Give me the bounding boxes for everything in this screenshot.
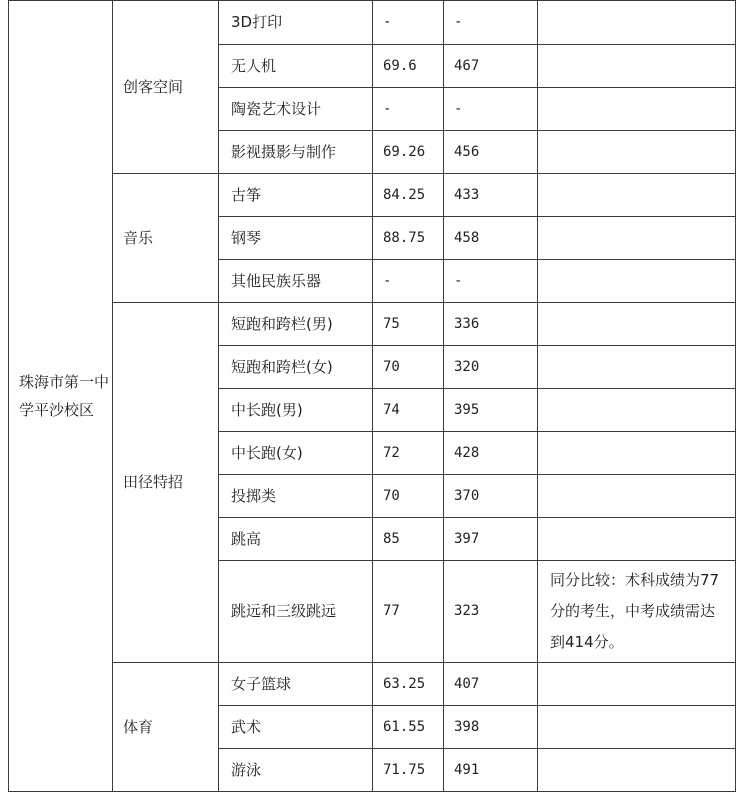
note-cell xyxy=(538,346,736,389)
note-cell xyxy=(538,663,736,706)
item-name-cell: 钢琴 xyxy=(219,217,373,260)
total-score-cell: 456 xyxy=(444,131,538,174)
score-cell: 69.26 xyxy=(373,131,444,174)
total-score-cell: 397 xyxy=(444,518,538,561)
note-cell xyxy=(538,45,736,88)
table-row xyxy=(9,1,736,45)
item-name-cell: 古筝 xyxy=(219,174,373,217)
table-row xyxy=(9,174,736,217)
note-cell xyxy=(538,131,736,174)
score-cell: - xyxy=(373,88,444,131)
item-name-cell: 其他民族乐器 xyxy=(219,260,373,303)
table-row xyxy=(9,663,736,706)
total-score-cell: - xyxy=(444,260,538,303)
note-cell xyxy=(538,518,736,561)
score-cell: 85 xyxy=(373,518,444,561)
item-name-cell: 游泳 xyxy=(219,749,373,792)
note-cell: 同分比较：术科成绩为77分的考生，中考成绩需达到414分。 xyxy=(538,561,736,663)
note-cell xyxy=(538,260,736,303)
note-cell xyxy=(538,475,736,518)
note-cell xyxy=(538,389,736,432)
score-cell: 70 xyxy=(373,346,444,389)
score-cell: 61.55 xyxy=(373,706,444,749)
score-cell: 69.6 xyxy=(373,45,444,88)
score-cell: 77 xyxy=(373,561,444,663)
note-cell xyxy=(538,432,736,475)
total-score-cell: - xyxy=(444,1,538,45)
score-cell: 75 xyxy=(373,303,444,346)
score-cell: 63.25 xyxy=(373,663,444,706)
score-cell: - xyxy=(373,260,444,303)
total-score-cell: 428 xyxy=(444,432,538,475)
item-name-cell: 中长跑(女) xyxy=(219,432,373,475)
score-cell: 71.75 xyxy=(373,749,444,792)
table-row xyxy=(9,303,736,346)
score-cell: - xyxy=(373,1,444,45)
total-score-cell: 433 xyxy=(444,174,538,217)
score-cell: 88.75 xyxy=(373,217,444,260)
score-cell: 74 xyxy=(373,389,444,432)
item-name-cell: 3D打印 xyxy=(219,1,373,45)
note-cell xyxy=(538,706,736,749)
table-body xyxy=(9,1,736,792)
total-score-cell: 491 xyxy=(444,749,538,792)
note-cell xyxy=(538,174,736,217)
note-cell xyxy=(538,1,736,45)
category-cell: 创客空间 xyxy=(113,1,219,174)
category-cell: 音乐 xyxy=(113,174,219,303)
total-score-cell: 467 xyxy=(444,45,538,88)
item-name-cell: 跳高 xyxy=(219,518,373,561)
total-score-cell: 336 xyxy=(444,303,538,346)
total-score-cell: - xyxy=(444,88,538,131)
score-cell: 72 xyxy=(373,432,444,475)
item-name-cell: 中长跑(男) xyxy=(219,389,373,432)
item-name-cell: 短跑和跨栏(男) xyxy=(219,303,373,346)
total-score-cell: 407 xyxy=(444,663,538,706)
item-name-cell: 跳远和三级跳远 xyxy=(219,561,373,663)
item-name-cell: 投掷类 xyxy=(219,475,373,518)
category-cell: 体育 xyxy=(113,663,219,792)
score-cell: 70 xyxy=(373,475,444,518)
item-name-cell: 短跑和跨栏(女) xyxy=(219,346,373,389)
total-score-cell: 398 xyxy=(444,706,538,749)
school-name-cell: 珠海市第一中学平沙校区 xyxy=(9,1,113,792)
note-cell xyxy=(538,749,736,792)
note-cell xyxy=(538,303,736,346)
total-score-cell: 320 xyxy=(444,346,538,389)
note-cell xyxy=(538,88,736,131)
item-name-cell: 女子篮球 xyxy=(219,663,373,706)
note-cell xyxy=(538,217,736,260)
total-score-cell: 323 xyxy=(444,561,538,663)
total-score-cell: 370 xyxy=(444,475,538,518)
item-name-cell: 武术 xyxy=(219,706,373,749)
item-name-cell: 陶瓷艺术设计 xyxy=(219,88,373,131)
total-score-cell: 458 xyxy=(444,217,538,260)
score-cell: 84.25 xyxy=(373,174,444,217)
item-name-cell: 无人机 xyxy=(219,45,373,88)
admission-score-table xyxy=(8,0,736,792)
item-name-cell: 影视摄影与制作 xyxy=(219,131,373,174)
total-score-cell: 395 xyxy=(444,389,538,432)
category-cell: 田径特招 xyxy=(113,303,219,663)
